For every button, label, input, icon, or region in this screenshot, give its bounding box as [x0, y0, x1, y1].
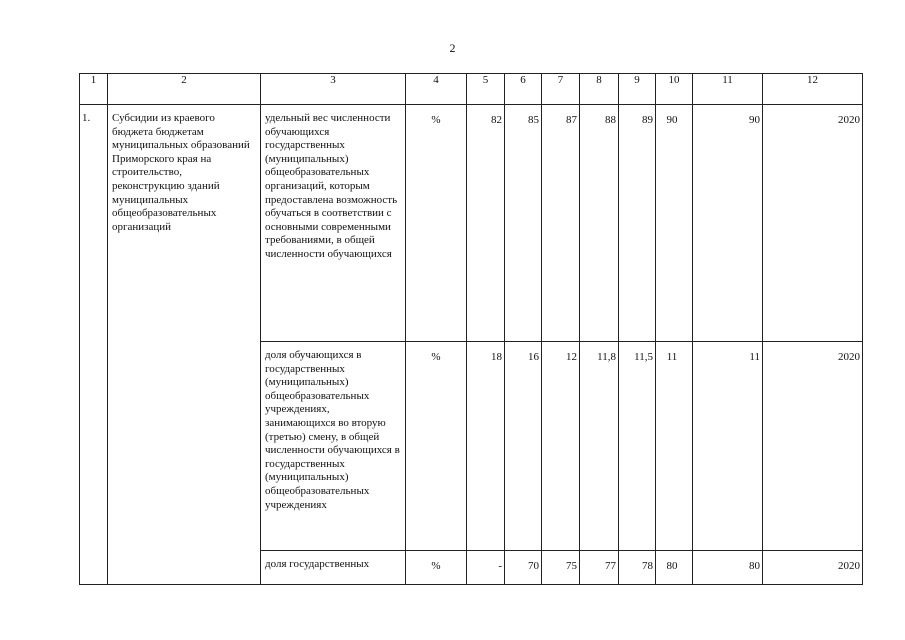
column-header: 2	[108, 74, 261, 105]
value-cell: 75	[542, 551, 580, 585]
value-cell: 80	[693, 551, 763, 585]
column-header: 5	[467, 74, 505, 105]
column-header: 9	[619, 74, 656, 105]
column-header: 1	[80, 74, 108, 105]
column-header: 4	[406, 74, 467, 105]
value-cell: 80	[656, 551, 693, 585]
table-row	[80, 105, 863, 342]
value-cell: 11,5	[619, 342, 656, 551]
column-header: 11	[693, 74, 763, 105]
value-cell: 87	[542, 105, 580, 342]
value-cell: 12	[542, 342, 580, 551]
value-cell: 18	[467, 342, 505, 551]
year-cell: 2020	[763, 105, 863, 342]
item-name: Субсидии из краевого бюджета бюджетам муниципальных образований Приморского края на строительство, реконструкцию зданий муниципальных общеобразовательных организаций	[108, 105, 261, 585]
unit-cell: %	[406, 105, 467, 342]
value-cell: 16	[505, 342, 542, 551]
indicator-cell: доля обучающихся в государственных (муниципальных) общеобразовательных учреждениях, занимающихся во вторую (третью) смену, в общей численности обучающихся в государственных (муниципальных) общеобразовательных учреждениях	[261, 342, 406, 551]
value-cell: 90	[656, 105, 693, 342]
column-header: 8	[580, 74, 619, 105]
value-cell: 11	[693, 342, 763, 551]
indicators-table	[79, 73, 863, 585]
column-header: 12	[763, 74, 863, 105]
value-cell: 11	[656, 342, 693, 551]
value-cell: 77	[580, 551, 619, 585]
unit-cell: %	[406, 342, 467, 551]
column-header: 10	[656, 74, 693, 105]
indicator-cell: удельный вес численности обучающихся государственных (муниципальных) общеобразовательных организаций, которым предоставлена возможность обучаться в соответствии с основными современными требованиями, в общей численности обучающихся	[261, 105, 406, 342]
value-cell: 78	[619, 551, 656, 585]
value-cell: -	[467, 551, 505, 585]
value-cell: 88	[580, 105, 619, 342]
value-cell: 85	[505, 105, 542, 342]
item-number: 1.	[80, 105, 108, 585]
unit-cell: %	[406, 551, 467, 585]
value-cell: 89	[619, 105, 656, 342]
page-number: 2	[449, 41, 456, 55]
table-header-row	[80, 74, 863, 105]
column-header: 3	[261, 74, 406, 105]
value-cell: 11,8	[580, 342, 619, 551]
year-cell: 2020	[763, 342, 863, 551]
value-cell: 90	[693, 105, 763, 342]
value-cell: 82	[467, 105, 505, 342]
column-header: 6	[505, 74, 542, 105]
year-cell: 2020	[763, 551, 863, 585]
column-header: 7	[542, 74, 580, 105]
value-cell: 70	[505, 551, 542, 585]
indicator-cell: доля государственных	[261, 551, 406, 585]
